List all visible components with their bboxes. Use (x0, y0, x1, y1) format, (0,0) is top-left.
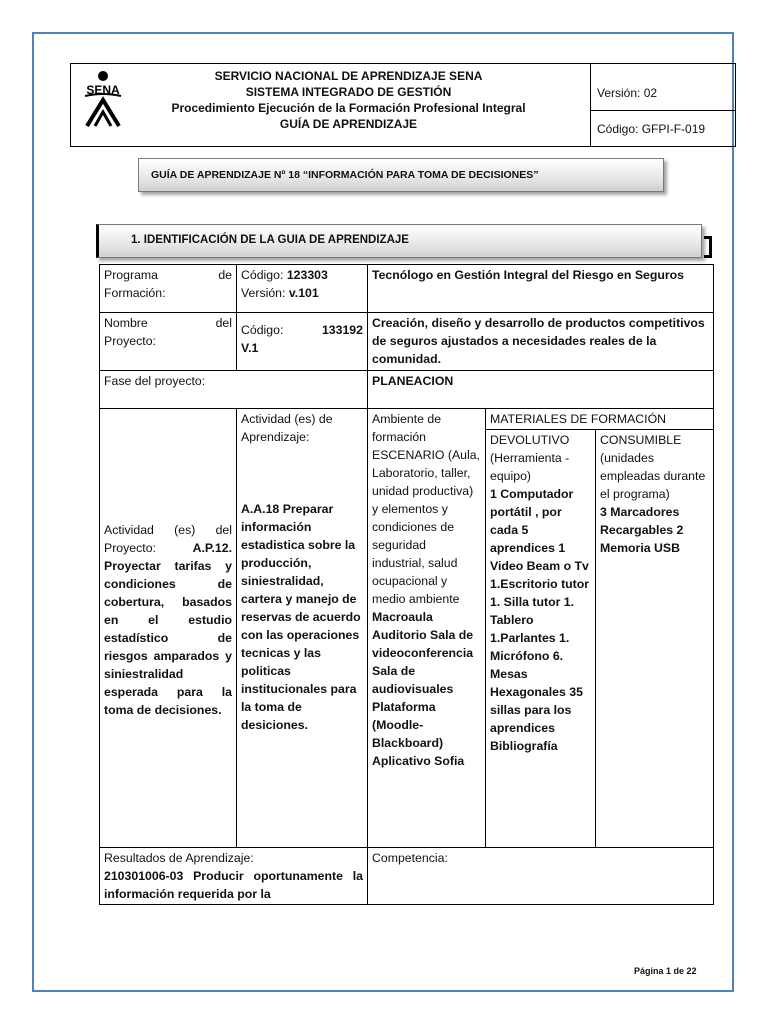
programa-name: Tecnólogo en Gestión Integral del Riesgo en Seguros (368, 265, 714, 313)
header-titles (111, 68, 586, 132)
header-line-1: SERVICIO NACIONAL DE APRENDIZAJE SENA (214, 69, 483, 83)
proyecto-codigo-label: Código: (241, 323, 284, 337)
resultados-value: 210301006-03 Producir oportunamente la información requerida por la (104, 869, 363, 901)
actividad-aprendizaje-cell (237, 409, 368, 848)
table-row (100, 371, 714, 409)
programa-label-1: Programa de (104, 268, 232, 282)
actividad-aprendizaje-value: A.A.18 Preparar información estadistica sobre la producción, siniestralidad, cartera y manejo de reservas de acuerdo con las operaciones tecnicas y las politicas institucionales para la toma de desiciones. (241, 502, 361, 732)
devolutivo-cell (486, 430, 596, 848)
table-row (100, 409, 714, 430)
proyecto-label-cell (100, 313, 237, 371)
header-line-2: SISTEMA INTEGRADO DE GESTIÓN (245, 85, 452, 99)
devolutivo-value: 1 Computador portátil , por cada 5 aprendices 1 Video Beam o Tv 1.Escritorio tutor 1. Silla tutor 1. Tablero 1.Parlantes 1. Micrófono 6. Mesas Hexagonales 35 sillas para los aprendices Bibliografía (490, 487, 590, 753)
consumible-value: 3 Marcadores Recargables 2 Memoria USB (600, 505, 684, 555)
table-row (100, 265, 714, 313)
section-bracket (704, 236, 712, 258)
table-row (100, 848, 714, 905)
programa-label-cell (100, 265, 237, 313)
programa-code-cell (237, 265, 368, 313)
proyecto-label-1: Nombre del (104, 316, 232, 330)
header-main (71, 64, 591, 146)
proyecto-version: V.1 (241, 341, 259, 355)
materiales-label: MATERIALES DE FORMACIÓN (486, 409, 714, 430)
actividad-aprendizaje-label: Actividad (es) de Aprendizaje: (241, 412, 333, 444)
consumible-label: CONSUMIBLE (unidades empleadas durante el programa) (600, 433, 706, 501)
consumible-cell (596, 430, 714, 848)
guide-title: GUÍA DE APRENDIZAJE Nº 18 “INFORMACIÓN PARA TOMA DE DECISIONES” (138, 158, 664, 192)
version-divider (591, 110, 735, 111)
identification-table (99, 264, 714, 905)
competencia-label: Competencia: (368, 848, 714, 905)
resultados-label: Resultados de Aprendizaje: (104, 851, 254, 865)
header-version-box (591, 64, 735, 146)
actividad-proyecto-value: A.P.12. Proyectar tarifas y condiciones de cobertura, basados en el estudio estadístico de riesgos amparados y siniestralidad esperada para la toma de decisiones. (104, 541, 232, 717)
ambiente-value: Macroaula Auditorio Sala de videoconferencia Sala de audiovisuales Plataforma (Moodle-Blackboard) Aplicativo Sofia (372, 610, 474, 768)
proyecto-codigo-value: 133192 (321, 323, 363, 337)
version-value: v.101 (288, 286, 319, 300)
programa-label-2: Formación: (104, 286, 166, 300)
fase-value: PLANEACION (368, 371, 714, 409)
sena-logo-text: SENA (86, 83, 120, 97)
actividad-proyecto-cell (100, 409, 237, 848)
table-row (100, 313, 714, 371)
page-number: Página 1 de 22 (634, 966, 697, 976)
fase-label: Fase del proyecto: (100, 371, 368, 409)
version-label: Versión: 02 (597, 86, 658, 100)
proyecto-code-cell (237, 313, 368, 371)
header-line-3: Procedimiento Ejecución de la Formación Profesional Integral (171, 101, 526, 115)
ambiente-cell (368, 409, 486, 848)
resultados-cell (100, 848, 368, 905)
proyecto-label-2: Proyecto: (104, 334, 156, 348)
section-1-title: 1. IDENTIFICACIÓN DE LA GUIA DE APRENDIZAJE (96, 224, 702, 258)
devolutivo-label: DEVOLUTIVO (Herramienta - equipo) (490, 433, 570, 483)
actividad-proyecto-label: Actividad (es) del Proyecto: (104, 523, 232, 555)
ambiente-label: Ambiente de formación ESCENARIO (Aula, Laboratorio, taller, unidad productiva) y elementos y condiciones de seguridad industrial, salud ocupacional y medio ambiente (372, 412, 480, 606)
version-label-cell: Versión: (241, 286, 286, 300)
codigo-value: 123303 (286, 268, 328, 282)
codigo-label: Código: (241, 268, 284, 282)
code-label: Código: GFPI-F-019 (597, 122, 706, 136)
header-line-4: GUÍA DE APRENDIZAJE (279, 117, 418, 131)
document-header (70, 63, 736, 147)
proyecto-name: Creación, diseño y desarrollo de productos competitivos de seguros ajustados a necesidades reales de la comunidad. (368, 313, 714, 371)
